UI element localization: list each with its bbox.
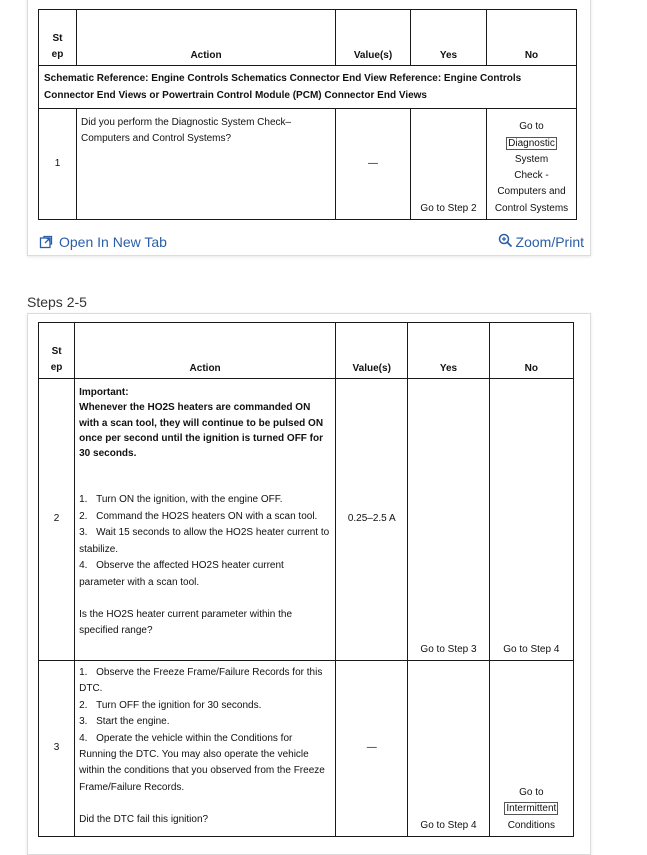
header-yes: Yes (411, 10, 487, 66)
step-value: 0.25–2.5 A (336, 379, 408, 661)
header-no: No (487, 10, 577, 66)
magnifier-icon (498, 233, 513, 248)
step-value: — (336, 109, 411, 220)
yes-result[interactable]: Go to Step 3 (408, 379, 489, 661)
important-label: Important: (79, 387, 129, 398)
list-item: 4. Observe the affected HO2S heater current parameter with a scan tool. (79, 560, 284, 588)
zoom-print-label: Zoom/Print (515, 234, 584, 250)
yes-result[interactable]: Go to Step 4 (408, 661, 489, 837)
no-result[interactable]: Go to Step 4 (489, 379, 573, 661)
header-action: Action (77, 10, 336, 66)
step-action (75, 379, 336, 661)
open-in-new-tab-label: Open In New Tab (59, 234, 167, 250)
step-question: Is the HO2S heater current parameter within the specified range? (79, 608, 293, 637)
header-no: No (489, 323, 573, 379)
yes-result[interactable]: Go to Step 2 (411, 109, 487, 220)
step-number: 3 (39, 661, 75, 837)
header-step: St ep (39, 323, 75, 379)
list-item: 4. Operate the vehicle within the Conditions for Running the DTC. You may also operate the vehicle within the conditions that you observed from the Freeze Frame/Failure Records. (79, 732, 325, 793)
list-item: 3. Start the engine. (79, 716, 170, 728)
step-number: 1 (39, 109, 77, 220)
step-question: Did the DTC fail this ignition? (79, 814, 209, 826)
diagnostic-link[interactable]: Diagnostic (508, 137, 555, 149)
no-result: Go to Diagnostic System Check - Computers and Control Systems (487, 109, 577, 220)
diagnostic-table-1 (38, 9, 577, 220)
procedure-list (79, 492, 331, 590)
step-value: — (336, 661, 408, 837)
header-values: Value(s) (336, 10, 411, 66)
step-number: 2 (39, 379, 75, 661)
list-item: 2. Command the HO2S heaters ON with a scan tool. (79, 510, 318, 522)
list-item: 1. Turn ON the ignition, with the engine OFF. (79, 494, 283, 506)
list-item: 2. Turn OFF the ignition for 30 seconds. (79, 699, 262, 711)
intermittent-link[interactable]: Intermittent (506, 803, 557, 815)
list-item: 1. Observe the Freeze Frame/Failure Records for this DTC. (79, 667, 323, 695)
section-title: Steps 2-5 (27, 294, 87, 310)
header-values: Value(s) (336, 323, 408, 379)
step-action: Did you perform the Diagnostic System Check–Computers and Control Systems? (77, 109, 336, 220)
header-action: Action (75, 323, 336, 379)
list-item: 3. Wait 15 seconds to allow the HO2S heater current to stabilize. (79, 527, 330, 555)
no-result: Go to Intermittent Conditions (489, 661, 573, 837)
table-card-step-1 (27, 0, 591, 256)
schematic-reference: Schematic Reference: Engine Controls Schematics Connector End View Reference: Engine Controls Connector End Views or Powertrain Control Module (PCM) Connector End Views (39, 66, 577, 109)
external-link-icon (39, 235, 53, 249)
diagnostic-table-2 (38, 322, 574, 837)
header-step: St ep (39, 10, 77, 66)
header-yes: Yes (408, 323, 489, 379)
zoom-print-link[interactable] (498, 234, 584, 250)
procedure-list (79, 665, 331, 796)
step-action (75, 661, 336, 837)
table-footer (28, 232, 590, 252)
table-card-steps-2-5 (27, 313, 591, 855)
open-in-new-tab-link[interactable] (39, 234, 167, 250)
important-text: Whenever the HO2S heaters are commanded ON with a scan tool, they will continue to be pulsed ON once per second until the ignition is turned OFF for 30 seconds. (79, 402, 324, 460)
